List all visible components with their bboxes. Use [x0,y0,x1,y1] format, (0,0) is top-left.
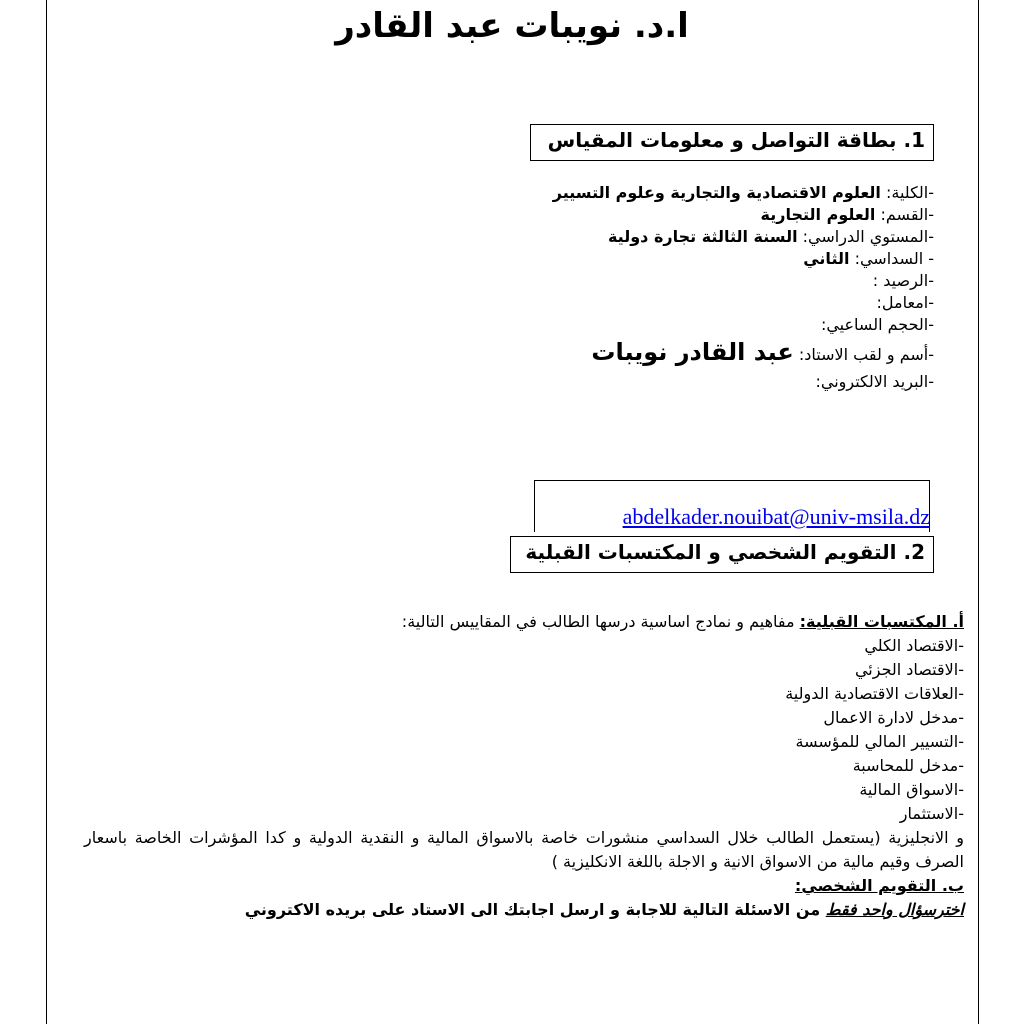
page-border-right [978,0,979,1024]
semester-line [334,248,934,270]
level-label: -المستوي الدراسي: [802,227,934,246]
semester-label: - السداسي: [854,249,934,268]
prereq-item: -مدخل للمحاسبة [852,756,964,775]
coef-line: -امعامل: [876,293,934,312]
hours-line: -الحجم الساعيي: [820,315,934,334]
prereq-item: -الاقتصاد الكلي [864,636,964,655]
prereq-item: -العلاقات الاقتصادية الدولية [785,684,964,703]
email-link[interactable]: abdelkader.nouibat@univ-msila.dz [622,504,930,529]
level-value: السنة الثالثة تجارة دولية [607,227,798,246]
teacher-line [334,336,934,371]
dept-label: -القسم: [880,205,934,224]
credit-line: -الرصيد : [872,271,934,290]
eval-heading: ب. التقويم الشخصي: [794,876,964,895]
prereq-paragraph: و الانجليزية (يستعمل الطالب خلال السداسي منشورات خاصة بالاسواق المالية و النقدية الدولية و كدا المؤشرات الخاصة باسعار الصرف وقيم مالية من الاسواق الانية و الاجلة باللغة الانكليزية ) [84,828,964,871]
teacher-value: عبد القادر نويبات [591,338,794,366]
prereq-list [84,634,964,826]
page-title: ا.د. نويبات عبد القادر [335,6,689,46]
dept-value: العلوم التجارية [760,205,876,224]
eval-instruction [84,898,964,922]
prereq-item: -مدخل لادارة الاعمال [823,708,964,727]
prereq-item: -التسيير المالي للمؤسسة [795,732,964,751]
faculty-label: -الكلية: [885,183,934,202]
prerequisites-block [84,610,964,922]
level-line [334,226,934,248]
faculty-value: العلوم الاقتصادية والتجارية وعلوم التسيير [552,183,881,202]
section-1-heading: 1. بطاقة التواصل و معلومات المقياس [530,124,934,161]
faculty-line [334,182,934,204]
module-info [334,182,934,393]
prereq-item: -الاسواق المالية [859,780,964,799]
dept-line [334,204,934,226]
teacher-label: -أسم و لقب الاستاد: [798,345,934,364]
page-border-left [46,0,47,1024]
semester-value: الثاني [803,249,850,268]
prereq-heading: أ. المكتسبات القبلية: [799,612,964,631]
prereq-item: -الاستثمار [899,804,964,823]
email-label: -البريد الالكتروني: [815,372,934,391]
section-2-heading: 2. التقويم الشخصي و المكتسبات القبلية [510,536,934,573]
prereq-item: -الاقتصاد الجزئي [854,660,964,679]
eval-choose: اخترسؤال واحد فقط [825,900,964,919]
eval-rest: من الاسئلة التالية للاجابة و ارسل اجابتك الى الاستاد على بريده الاكتروني [244,900,826,919]
prereq-intro: مفاهيم و نمادج اساسية درسها الطالب في المقاييس التالية: [401,612,800,631]
prereq-intro-line [84,610,964,634]
